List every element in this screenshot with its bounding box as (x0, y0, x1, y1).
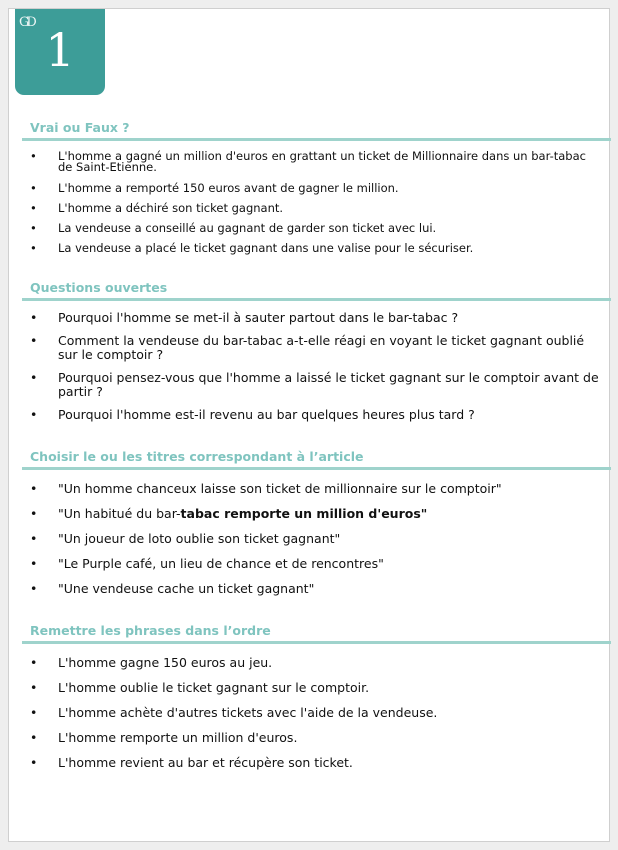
list-item: • L'homme revient au bar et récupère son ticket. (30, 755, 353, 770)
question-list (9, 141, 609, 254)
list-item: • L'homme gagne 150 euros au jeu. (30, 655, 273, 670)
section-title: Remettre les phrases dans l’ordre (30, 623, 271, 638)
bullet-icon: • (30, 581, 38, 596)
list-item: • L'homme a déchiré son ticket gagnant. (30, 201, 284, 215)
section-title: Vrai ou Faux ? (30, 120, 130, 135)
bullet-icon: • (30, 506, 38, 521)
bullet-icon: • (30, 149, 37, 163)
bullet-icon: • (30, 333, 38, 348)
bullet-icon: • (30, 730, 38, 745)
list-item: • L'homme a remporté 150 euros avant de gagner le million. (30, 181, 399, 195)
bullet-icon: • (30, 181, 37, 195)
list-item: • "Un homme chanceux laisse son ticket de millionnaire sur le comptoir" (30, 481, 502, 496)
list-item: • "Une vendeuse cache un ticket gagnant" (30, 581, 315, 596)
section-title: Choisir le ou les titres correspondant à l’article (30, 449, 364, 464)
list-item: • "Un joueur de loto oublie son ticket gagnant" (30, 531, 341, 546)
bullet-icon: • (30, 705, 38, 720)
bullet-icon: • (30, 755, 38, 770)
section-title: Questions ouvertes (30, 280, 168, 295)
bullet-icon: • (30, 680, 38, 695)
list-item: • Pourquoi l'homme se met-il à sauter partout dans le bar-tabac ? (30, 310, 459, 325)
section-order-sentences (9, 622, 609, 770)
section-true-false (9, 119, 609, 254)
section-open-questions (9, 279, 609, 422)
list-item: • Pourquoi pensez-vous que l'homme a laissé le ticket gagnant sur le comptoir avant de partir ? (30, 370, 599, 399)
list-item: • L'homme remporte un million d'euros. (30, 730, 298, 745)
lesson-number: 1 (45, 23, 75, 77)
worksheet-page (8, 8, 610, 842)
list-item: • "Un habitué du bar-tabac remporte un million d'euros" (30, 506, 428, 521)
bullet-icon: • (30, 370, 38, 385)
bullet-icon: • (30, 310, 38, 325)
list-item: • "Le Purple café, un lieu de chance et de rencontres" (30, 556, 384, 571)
bullet-icon: • (30, 481, 38, 496)
bullet-icon: • (30, 201, 37, 215)
brand-logo: GD (19, 15, 34, 30)
list-item: • La vendeuse a conseillé au gagnant de garder son ticket avec lui. (30, 221, 437, 235)
bullet-icon: • (30, 556, 38, 571)
question-list (9, 301, 609, 422)
bullet-icon: • (30, 655, 38, 670)
list-item: • L'homme a gagné un million d'euros en grattant un ticket de Millionnaire dans un bar-tabac de Saint-Etienne. (30, 149, 586, 174)
section-choose-titles (9, 448, 609, 596)
sentence-list (9, 644, 609, 770)
list-item: • La vendeuse a placé le ticket gagnant dans une valise pour le sécuriser. (30, 241, 474, 255)
list-item: • Pourquoi l'homme est-il revenu au bar quelques heures plus tard ? (30, 407, 475, 422)
bullet-icon: • (30, 407, 38, 422)
list-item: • L'homme achète d'autres tickets avec l'aide de la vendeuse. (30, 705, 438, 720)
lesson-number-badge (15, 9, 105, 95)
bullet-icon: • (30, 241, 37, 255)
list-item: • L'homme oublie le ticket gagnant sur le comptoir. (30, 680, 370, 695)
bullet-icon: • (30, 221, 37, 235)
list-item: • Comment la vendeuse du bar-tabac a-t-elle réagi en voyant le ticket gagnant oublié sur le comptoir ? (30, 333, 585, 362)
bullet-icon: • (30, 531, 38, 546)
title-options-list (9, 470, 609, 596)
